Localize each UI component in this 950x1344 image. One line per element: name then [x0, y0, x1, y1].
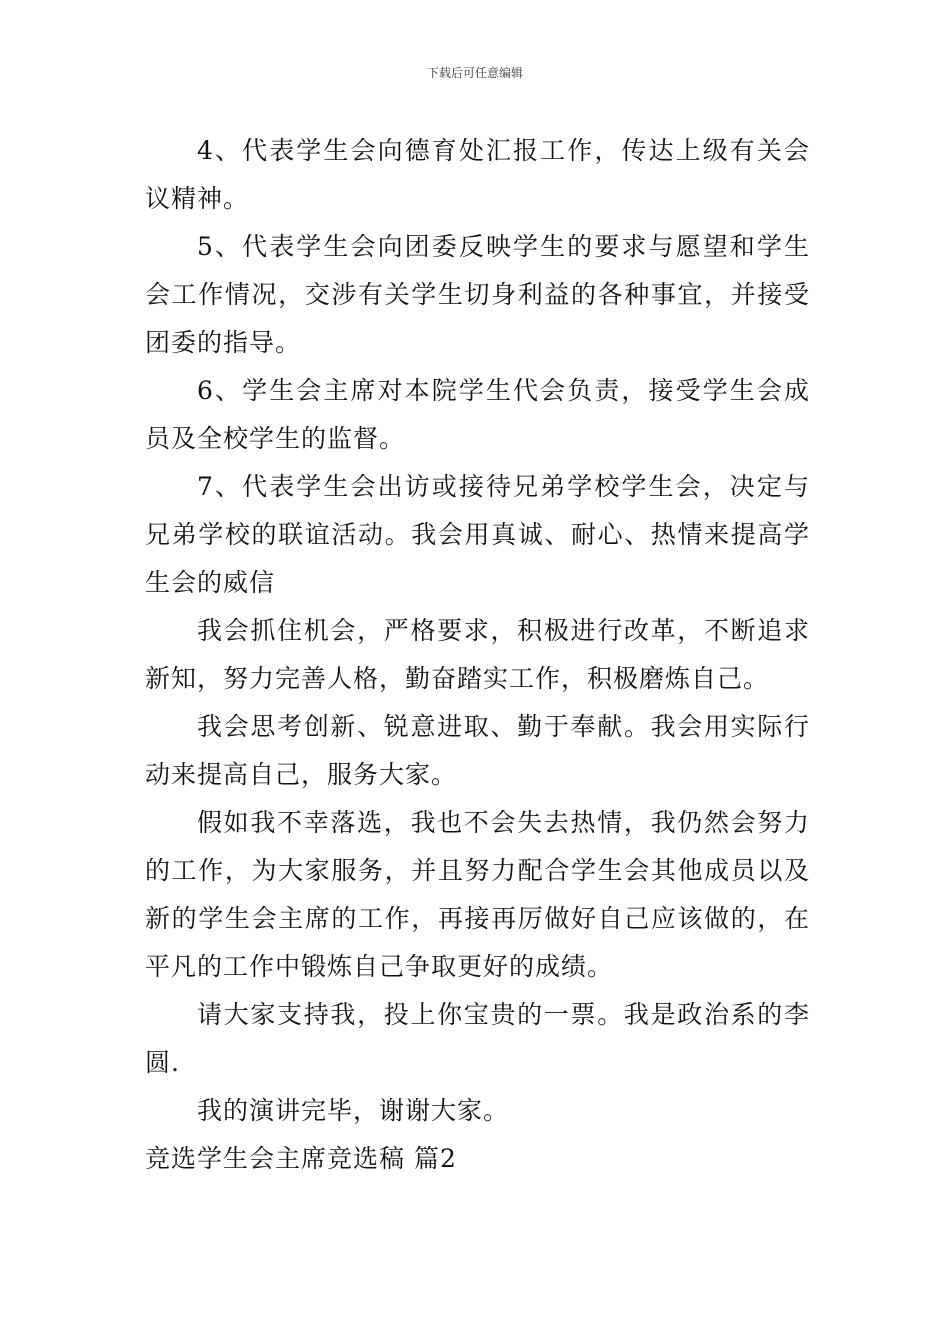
paragraph-closing: 我的演讲完毕，谢谢大家。 — [197, 1096, 510, 1125]
paragraph-vote-request: 请大家支持我，投上你宝贵的一票。我是政治系的李圆. — [145, 1000, 810, 1077]
paragraph-commitment: 我会抓住机会，严格要求，积极进行改革，不断追求新知，努力完善人格，勤奋踏实工作，积极磨炼自己。 — [145, 616, 810, 693]
paragraph-item-4: 4、代表学生会向德育处汇报工作，传达上级有关会议精神。 — [145, 136, 810, 213]
section-title: 竞选学生会主席竞选稿 篇2 — [145, 1144, 457, 1173]
paragraph-item-7: 7、代表学生会出访或接待兄弟学校学生会，决定与兄弟学校的联谊活动。我会用真诚、耐心、热情来提高学生会的威信 — [145, 472, 810, 597]
paragraph-if-not-elected: 假如我不幸落选，我也不会失去热情，我仍然会努力的工作，为大家服务，并且努力配合学生会其他成员以及新的学生会主席的工作，再接再厉做好自己应该做的，在平凡的工作中锻炼自己争取更好的成绩。 — [145, 808, 810, 981]
paragraph-item-5: 5、代表学生会向团委反映学生的要求与愿望和学生会工作情况，交涉有关学生切身利益的各种事宜，并接受团委的指导。 — [145, 232, 810, 357]
page-header: 下载后可任意编辑 — [426, 66, 523, 80]
document-body — [145, 127, 810, 1183]
paragraph-innovation: 我会思考创新、锐意进取、勤于奉献。我会用实际行动来提高自己，服务大家。 — [145, 712, 810, 789]
paragraph-item-6: 6、学生会主席对本院学生代会负责，接受学生会成员及全校学生的监督。 — [145, 376, 810, 453]
